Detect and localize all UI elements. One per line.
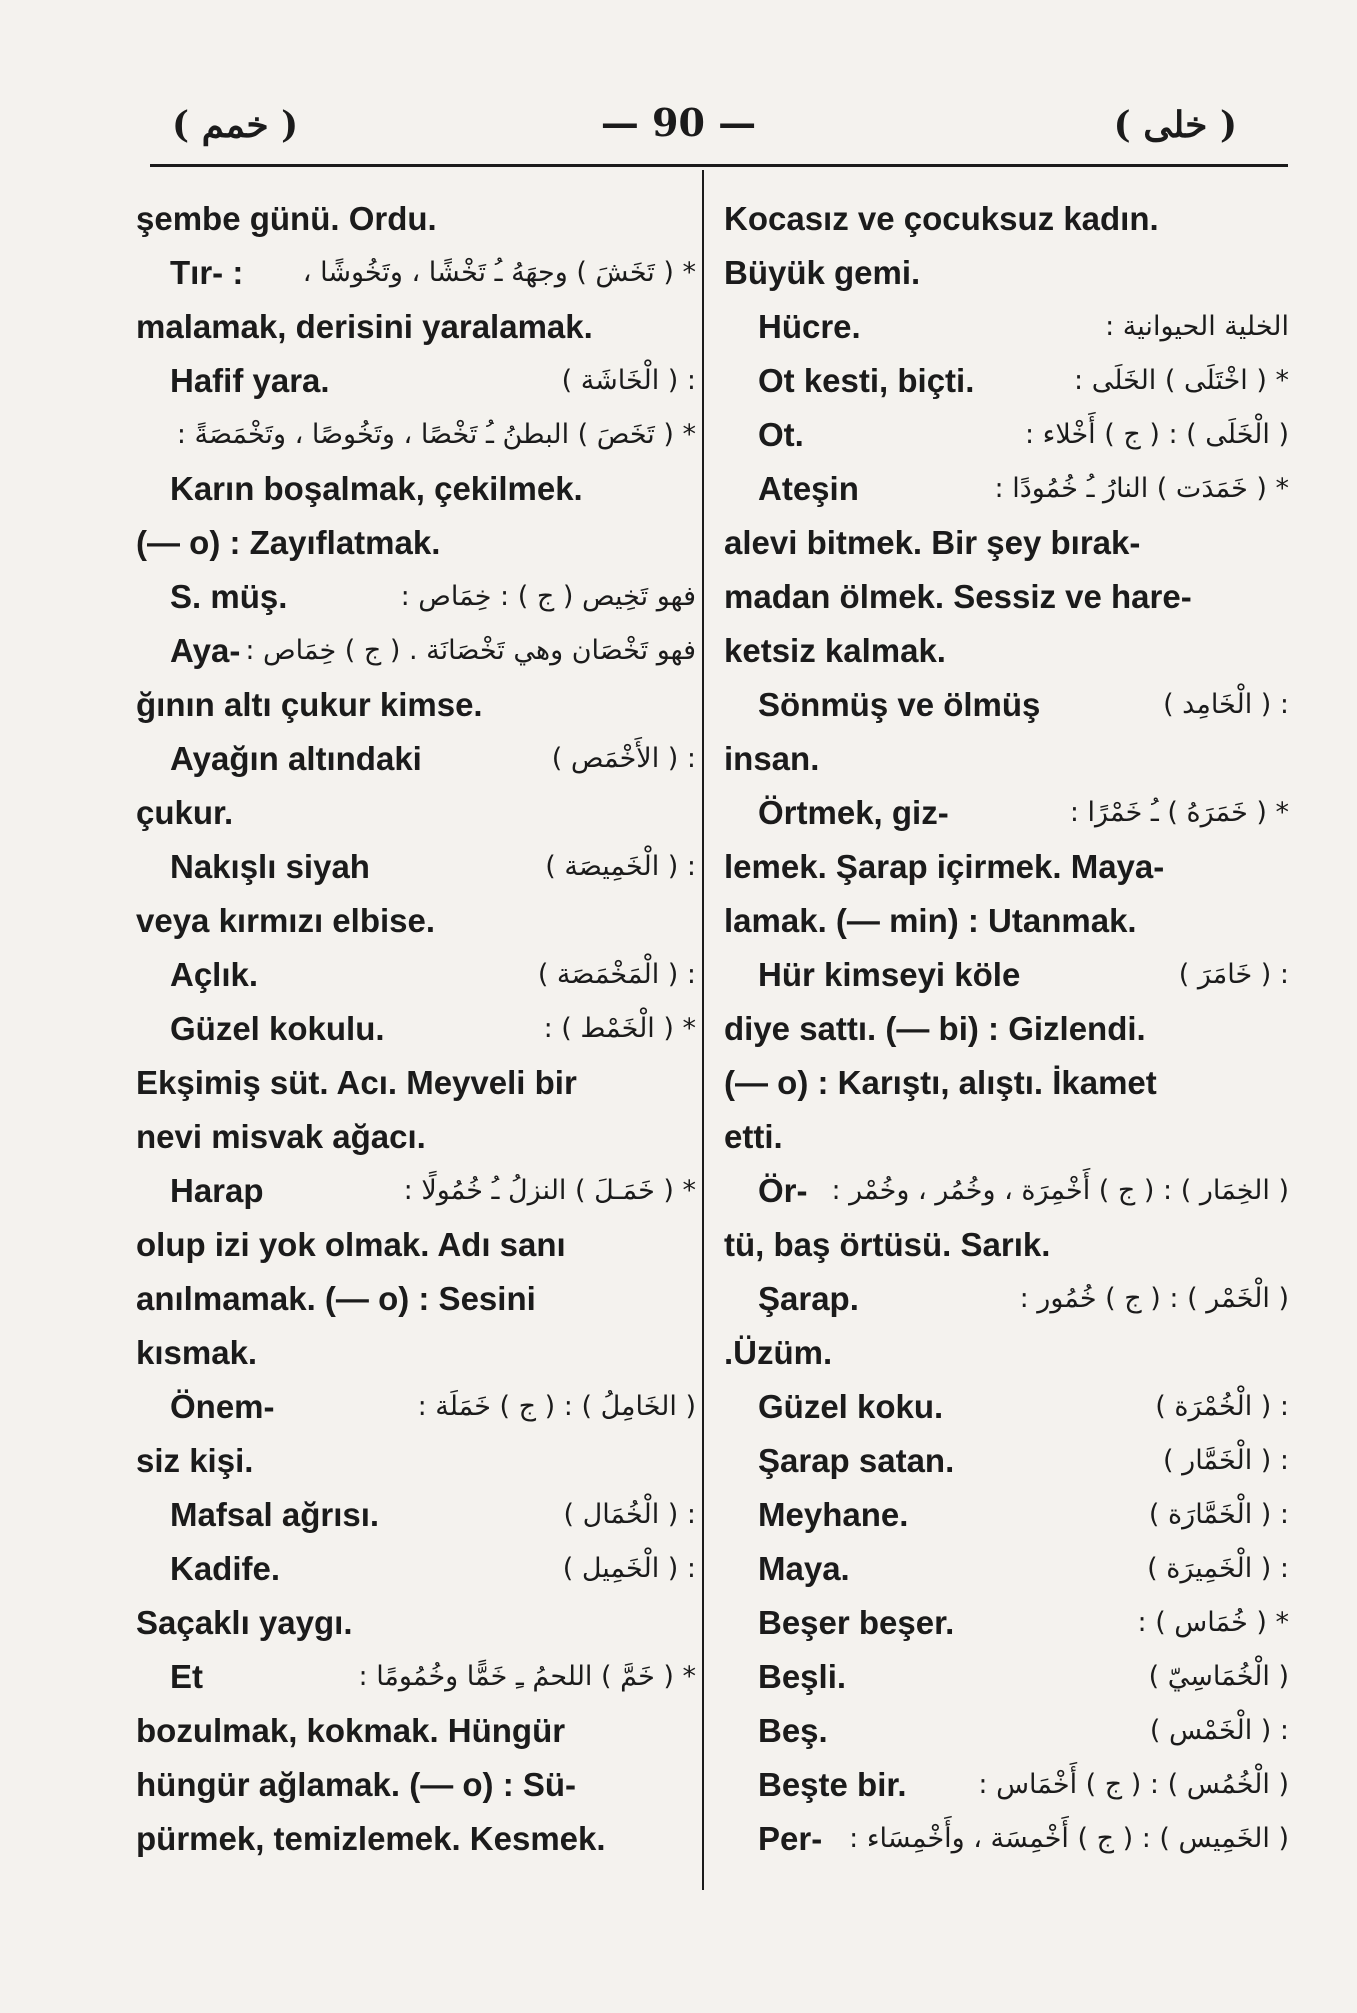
arabic-headword: ( الخَمِيس ) : ( ج ) أَخْمِسَة ، وأَخْمِسَاء : bbox=[849, 1823, 1289, 1854]
entry-line bbox=[136, 516, 696, 570]
entry-line bbox=[724, 1758, 1289, 1812]
turkish-text: Mafsal ağrısı. bbox=[170, 1496, 380, 1533]
arabic-headword: * ( خَمَّ ) اللحمُ ـِ خَمًّا وخُمُومًا : bbox=[358, 1661, 696, 1692]
arabic-headword: : ( الْخَاشَة ) bbox=[561, 365, 696, 396]
entry-line bbox=[724, 516, 1289, 570]
turkish-text: Beşli. bbox=[758, 1658, 847, 1695]
entry-line bbox=[136, 570, 696, 624]
entry-line bbox=[136, 1650, 696, 1704]
arabic-headword: * ( خُمَاس ) : bbox=[1137, 1607, 1289, 1638]
turkish-text: Ekşimiş süt. Acı. Meyveli bir bbox=[136, 1064, 577, 1101]
entry-line bbox=[724, 624, 1289, 678]
turkish-text: etti. bbox=[724, 1118, 783, 1155]
turkish-text: Tır- : bbox=[170, 254, 244, 291]
entry-line bbox=[136, 1326, 696, 1380]
turkish-text: Per- bbox=[758, 1820, 823, 1857]
turkish-text: pürmek, temizlemek. Kesmek. bbox=[136, 1820, 606, 1857]
arabic-headword: ( الْخُمَاسِيّ ) bbox=[1148, 1661, 1289, 1692]
turkish-text: olup izi yok olmak. Adı sanı bbox=[136, 1226, 566, 1263]
turkish-text: Hafif yara. bbox=[170, 362, 330, 399]
entry-line bbox=[136, 300, 696, 354]
turkish-text: kısmak. bbox=[136, 1334, 258, 1371]
header-left-guide-word: ( خمم ) bbox=[172, 104, 299, 146]
header-rule bbox=[150, 164, 1288, 167]
turkish-text: S. müş. bbox=[170, 578, 288, 615]
entry-line bbox=[724, 840, 1289, 894]
arabic-headword: ( الْخَلَى ) : ( ج ) أَخْلاء : bbox=[1024, 419, 1289, 450]
arabic-headword: : ( الْخُمَال ) bbox=[563, 1499, 696, 1530]
entry-line bbox=[724, 786, 1289, 840]
entry-line bbox=[724, 1326, 1289, 1380]
entry-line bbox=[724, 1380, 1289, 1434]
turkish-text: malamak, derisini yaralamak. bbox=[136, 308, 593, 345]
turkish-text: Açlık. bbox=[170, 956, 259, 993]
turkish-text: Aya- bbox=[170, 632, 241, 669]
turkish-text: Ayağın altındaki bbox=[170, 740, 422, 777]
entry-line bbox=[136, 840, 696, 894]
entry-line bbox=[724, 1812, 1289, 1866]
arabic-headword: : ( الْخَامِد ) bbox=[1163, 689, 1289, 720]
entry-line bbox=[724, 1488, 1289, 1542]
arabic-headword: * ( خَمَـلَ ) النزلُ ـُ خُمُولًا : bbox=[403, 1175, 696, 1206]
entry-line bbox=[136, 1596, 696, 1650]
entry-line bbox=[136, 462, 696, 516]
arabic-headword: : ( الْخَمَّار ) bbox=[1163, 1445, 1289, 1476]
arabic-headword: * ( تَخَشَ ) وجهَهُ ـُ تَخْشًا ، وتَخُوشًا ، bbox=[302, 257, 696, 288]
turkish-text: nevi misvak ağacı. bbox=[136, 1118, 426, 1155]
turkish-text: Kocasız ve çocuksuz kadın. bbox=[724, 200, 1159, 237]
turkish-text: veya kırmızı elbise. bbox=[136, 902, 436, 939]
entry-line bbox=[724, 1272, 1289, 1326]
entry-line bbox=[136, 894, 696, 948]
arabic-headword: : ( الْخَمِيل ) bbox=[562, 1553, 696, 1584]
turkish-text: Büyük gemi. bbox=[724, 254, 921, 291]
entry-line bbox=[724, 1218, 1289, 1272]
turkish-text: (— o) : Zayıflatmak. bbox=[136, 524, 441, 561]
entry-line bbox=[724, 1704, 1289, 1758]
entry-line bbox=[724, 354, 1289, 408]
entry-line bbox=[724, 246, 1289, 300]
entry-line bbox=[136, 678, 696, 732]
arabic-headword: * ( خَمَدَت ) النارُ ـُ خُمُودًا : bbox=[994, 473, 1289, 504]
entry-line bbox=[136, 1488, 696, 1542]
turkish-text: siz kişi. bbox=[136, 1442, 254, 1479]
turkish-text: (— o) : Karıştı, alıştı. İkamet bbox=[724, 1064, 1157, 1101]
turkish-text: .Üzüm. bbox=[724, 1334, 833, 1371]
entry-line bbox=[724, 192, 1289, 246]
entry-line bbox=[136, 1164, 696, 1218]
arabic-headword: : ( الْمَخْمَصَة ) bbox=[537, 959, 696, 990]
entry-line bbox=[724, 1542, 1289, 1596]
arabic-headword: : ( الْخَمِيرَة ) bbox=[1147, 1553, 1289, 1584]
entry-line bbox=[136, 408, 696, 462]
turkish-text: Beş. bbox=[758, 1712, 828, 1749]
entry-line bbox=[724, 732, 1289, 786]
entry-line bbox=[136, 354, 696, 408]
arabic-headword: : ( الْخَمْس ) bbox=[1149, 1715, 1289, 1746]
turkish-text: Hür kimseyi köle bbox=[758, 956, 1021, 993]
header-right-guide-word: ( خلى ) bbox=[1113, 104, 1237, 146]
entry-line bbox=[136, 1812, 696, 1866]
entry-line bbox=[136, 1434, 696, 1488]
arabic-headword: : ( الْخَمِيصَة ) bbox=[545, 851, 696, 882]
arabic-headword: ( الْخَمْر ) : ( ج ) خُمُور : bbox=[1019, 1283, 1289, 1314]
entry-line bbox=[724, 1650, 1289, 1704]
entry-line bbox=[136, 1218, 696, 1272]
page-number: — 90 — bbox=[600, 100, 757, 145]
turkish-text: Ot kesti, biçti. bbox=[758, 362, 975, 399]
turkish-text: Ör- bbox=[758, 1172, 808, 1209]
entry-line bbox=[136, 1758, 696, 1812]
turkish-text: lamak. (— min) : Utanmak. bbox=[724, 902, 1137, 939]
turkish-text: Ateşin bbox=[758, 470, 859, 507]
entry-line bbox=[136, 786, 696, 840]
entry-line bbox=[136, 1380, 696, 1434]
turkish-text: Beşer beşer. bbox=[758, 1604, 955, 1641]
entry-line bbox=[136, 192, 696, 246]
turkish-text: Şarap satan. bbox=[758, 1442, 955, 1479]
arabic-headword: : ( الأَخْمَص ) bbox=[551, 743, 696, 774]
turkish-text: Saçaklı yaygı. bbox=[136, 1604, 353, 1641]
turkish-text: Ot. bbox=[758, 416, 804, 453]
turkish-text: Önem- bbox=[170, 1388, 275, 1425]
arabic-headword: الخلية الحيوانية : bbox=[1105, 311, 1289, 342]
entry-line bbox=[136, 246, 696, 300]
entry-line bbox=[136, 1110, 696, 1164]
arabic-headword: ( الْخُمُس ) : ( ج ) أَخْمَاس : bbox=[978, 1769, 1289, 1800]
entry-line bbox=[724, 1056, 1289, 1110]
turkish-text: Sönmüş ve ölmüş bbox=[758, 686, 1041, 723]
entry-line bbox=[724, 1434, 1289, 1488]
arabic-headword: فهو تَخِيص ( ج ) : خِمَاص : bbox=[400, 581, 696, 612]
arabic-headword: * ( اخْتَلَى ) الخَلَى : bbox=[1074, 365, 1289, 396]
entry-line bbox=[136, 1704, 696, 1758]
turkish-text: Örtmek, giz- bbox=[758, 794, 949, 831]
turkish-text: Harap bbox=[170, 1172, 264, 1209]
arabic-headword: : ( الْخَمَّارَة ) bbox=[1148, 1499, 1289, 1530]
turkish-text: Karın boşalmak, çekilmek. bbox=[170, 470, 583, 507]
turkish-text: madan ölmek. Sessiz ve hare- bbox=[724, 578, 1192, 615]
left-column bbox=[136, 192, 696, 1866]
entry-line bbox=[724, 300, 1289, 354]
entry-line bbox=[724, 570, 1289, 624]
turkish-text: diye sattı. (— bi) : Gizlendi. bbox=[724, 1010, 1146, 1047]
right-column bbox=[724, 192, 1289, 1866]
entry-line bbox=[724, 462, 1289, 516]
entry-line bbox=[136, 1272, 696, 1326]
arabic-headword: * ( الْخَمْط ) : bbox=[543, 1013, 696, 1044]
turkish-text: alevi bitmek. Bir şey bırak- bbox=[724, 524, 1141, 561]
entry-line bbox=[136, 732, 696, 786]
turkish-text: Şarap. bbox=[758, 1280, 859, 1317]
entry-line bbox=[136, 1542, 696, 1596]
arabic-headword: فهو تَخْصَان وهي تَخْصَانَة . ( ج ) خِمَاص : bbox=[245, 635, 696, 666]
turkish-text: Maya. bbox=[758, 1550, 850, 1587]
turkish-text: Hücre. bbox=[758, 308, 861, 345]
turkish-text: bozulmak, kokmak. Hüngür bbox=[136, 1712, 566, 1749]
entry-line bbox=[724, 1110, 1289, 1164]
turkish-text: lemek. Şarap içirmek. Maya- bbox=[724, 848, 1165, 885]
arabic-headword: * ( خَمَرَهُ ) ـُ خَمْرًا : bbox=[1069, 797, 1289, 828]
turkish-text: hüngür ağlamak. (— o) : Sü- bbox=[136, 1766, 577, 1803]
turkish-text: Beşte bir. bbox=[758, 1766, 907, 1803]
entry-line bbox=[724, 894, 1289, 948]
entry-line bbox=[724, 1002, 1289, 1056]
arabic-headword: ( الخِمَار ) : ( ج ) أَخْمِرَة ، وخُمُر ، وخُمْر : bbox=[831, 1175, 1289, 1206]
turkish-text: insan. bbox=[724, 740, 820, 777]
turkish-text: Et bbox=[170, 1658, 203, 1695]
entry-line bbox=[724, 1596, 1289, 1650]
turkish-text: ğının altı çukur kimse. bbox=[136, 686, 483, 723]
column-divider bbox=[702, 170, 704, 1890]
turkish-text: Meyhane. bbox=[758, 1496, 909, 1533]
turkish-text: Kadife. bbox=[170, 1550, 281, 1587]
arabic-headword: * ( تَخَصَ ) البطنُ ـُ تَخْصًا ، وتَخُوصًا ، وتَخْمَصَةً : bbox=[176, 419, 696, 450]
turkish-text: Güzel kokulu. bbox=[170, 1010, 385, 1047]
entry-line bbox=[136, 1002, 696, 1056]
arabic-headword: : ( خَامَرَ ) bbox=[1178, 959, 1289, 990]
turkish-text: çukur. bbox=[136, 794, 234, 831]
arabic-headword: : ( الْخُمْرَة ) bbox=[1155, 1391, 1289, 1422]
arabic-headword: ( الخَامِلُ ) : ( ج ) خَمَلَة : bbox=[417, 1391, 696, 1422]
entry-line bbox=[724, 408, 1289, 462]
entry-line bbox=[136, 948, 696, 1002]
entry-line bbox=[136, 624, 696, 678]
turkish-text: anılmamak. (— o) : Sesini bbox=[136, 1280, 536, 1317]
turkish-text: şembe günü. Ordu. bbox=[136, 200, 437, 237]
entry-line bbox=[724, 948, 1289, 1002]
entry-line bbox=[724, 678, 1289, 732]
turkish-text: tü, baş örtüsü. Sarık. bbox=[724, 1226, 1051, 1263]
turkish-text: Nakışlı siyah bbox=[170, 848, 370, 885]
entry-line bbox=[724, 1164, 1289, 1218]
turkish-text: Güzel koku. bbox=[758, 1388, 944, 1425]
turkish-text: ketsiz kalmak. bbox=[724, 632, 946, 669]
entry-line bbox=[136, 1056, 696, 1110]
